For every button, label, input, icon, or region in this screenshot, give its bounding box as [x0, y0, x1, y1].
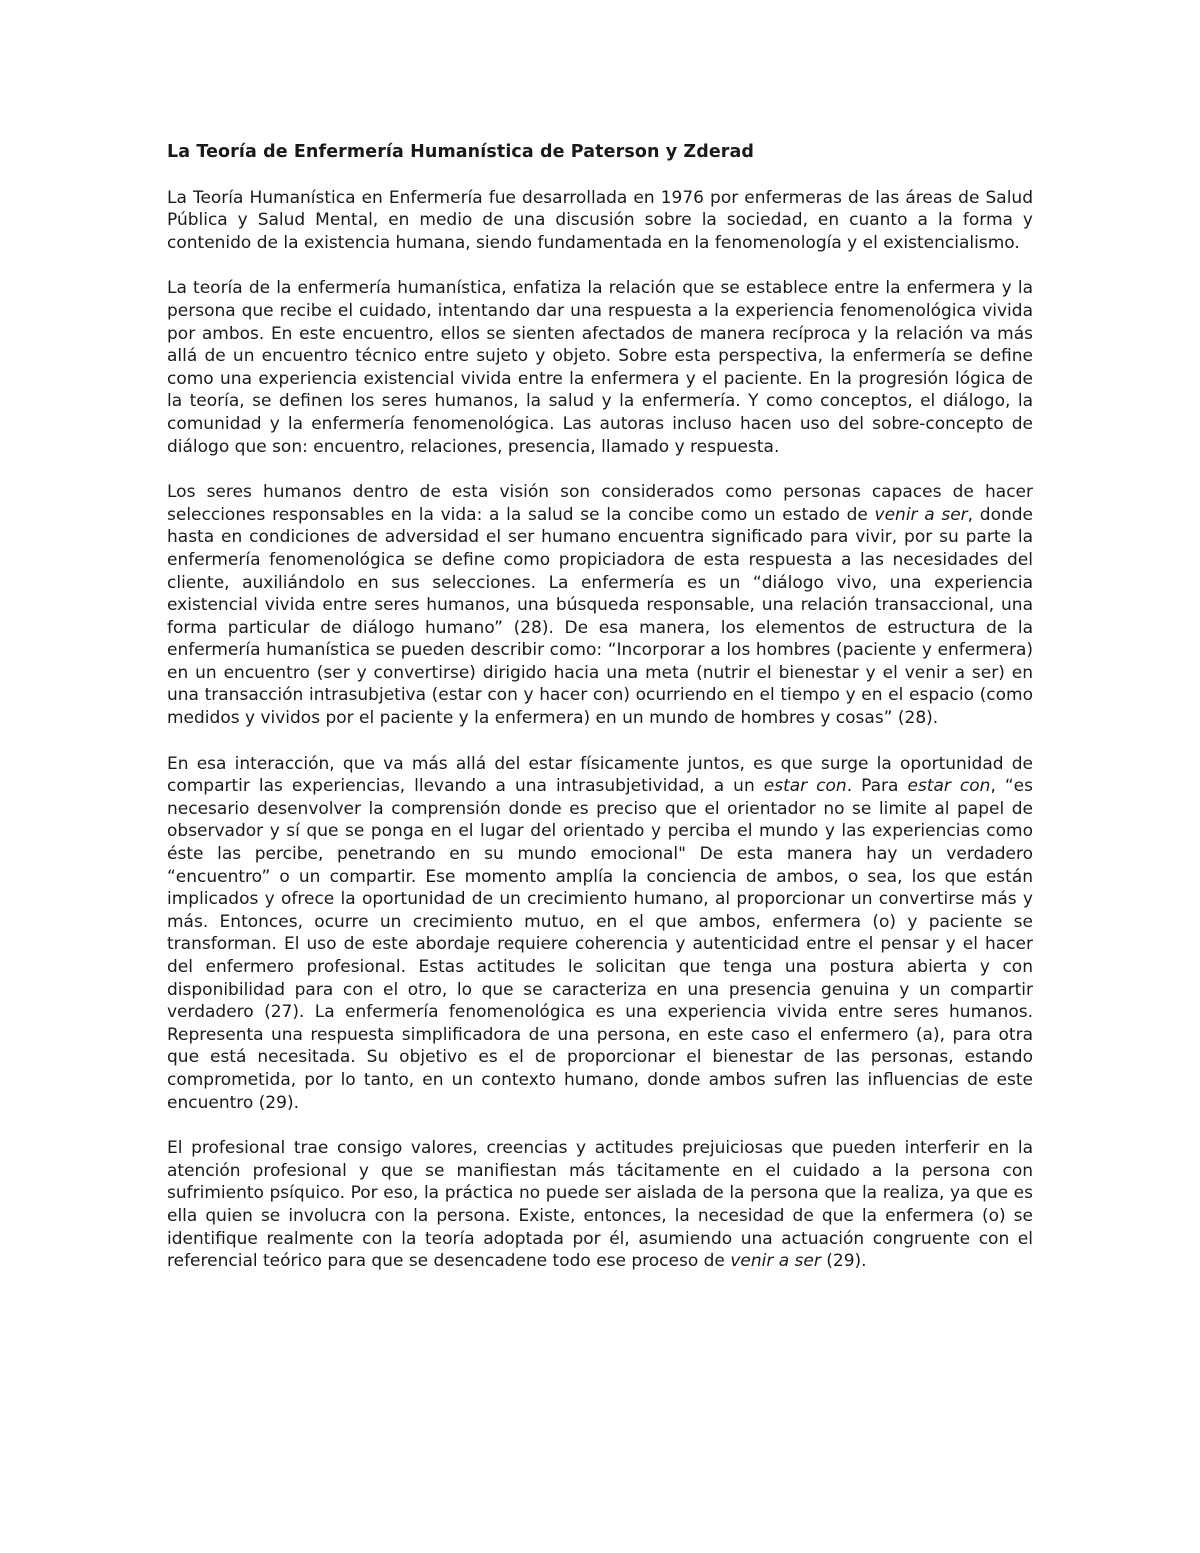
- paragraph-5-emphasis: venir a ser: [730, 1251, 821, 1272]
- paragraph-4-emphasis-2: estar con: [907, 776, 991, 797]
- paragraph-1: La Teoría Humanística en Enfermería fue desarrollada en 1976 por enfermeras de las áreas de Salud Pública y Salud Mental, en medio de una discusión sobre la sociedad, en cuanto a la forma y contenido de la existencia humana, siendo fundamentada en la fenomenología y el existencialismo.: [167, 187, 1033, 253]
- paragraph-4-text-b: . Para: [846, 776, 908, 797]
- paragraph-2: La teoría de la enfermería humanística, enfatiza la relación que se establece entre la enfermera y la persona que recibe el cuidado, intentando dar una respuesta a la experiencia fenomenológica vivida por ambos. En este encuentro, ellos se sienten afectados de manera recíproca y la relación va más allá de un encuentro técnico entre sujeto y objeto. Sobre esta perspectiva, la enfermería se define como una experiencia existencial vivida entre la enfermera y el paciente. En la progresión lógica de la teoría, se definen los seres humanos, la salud y la enfermería. Y como conceptos, el diálogo, la comunidad y la enfermería fenomenológica. Las autoras incluso hacen uso del sobre-concepto de diálogo que son: encuentro, relaciones, presencia, llamado y respuesta.: [167, 278, 1033, 457]
- paragraph-3-emphasis: venir a ser: [874, 504, 968, 525]
- paragraph-3: [167, 481, 1033, 730]
- paragraph-5: [167, 1137, 1033, 1273]
- paragraph-3-text-b: , donde hasta en condiciones de adversidad el ser humano encuentra significado para vivir, por su parte la enfermería fenomenológica se define como propiciadora de esta respuesta a las necesidades del cliente, auxiliándolo en sus selecciones. La enfermería es un “diálogo vivo, una experiencia existencial vivida entre seres humanos, una búsqueda responsable, una relación transaccional, una forma particular de diálogo humano” (28). De esa manera, los elementos de estructura de la enfermería humanística se pueden describir como: “Incorporar a los hombres (paciente y enfermera) en un encuentro (ser y convertirse) dirigido hacia una meta (nutrir el bienestar y el venir a ser) en una transacción intrasubjetiva (estar con y hacer con) ocurriendo en el tiempo y en el espacio (como medidos y vividos por el paciente y la enfermera) en un mundo de hombres y cosas” (28).: [167, 504, 1033, 729]
- paragraph-3-text-a: Los seres humanos dentro de esta visión son considerados como personas capaces de hacer selecciones responsables en la vida: a la salud se la concibe como un estado de: [167, 482, 1033, 525]
- document-title: La Teoría de Enfermería Humanística de Paterson y Zderad: [167, 142, 755, 162]
- paragraph-4-text-c: , “es necesario desenvolver la comprensión donde es preciso que el orientador no se limite al papel de observador y sí que se ponga en el lugar del orientado y perciba el mundo y las experiencias como éste las percibe, penetrando en su mundo emocional" De esta manera hay un verdadero “encuentro” o un compartir. Ese momento amplía la conciencia de ambos, o sea, los que están implicados y ofrece la oportunidad de un crecimiento humano, al proporcionar un convertirse más y más. Entonces, ocurre un crecimiento mutuo, en el que ambos, enfermera (o) y paciente se transforman. El uso de este abordaje requiere coherencia y autenticidad entre el pensar y el hacer del enfermero profesional. Estas actitudes le solicitan que tenga una postura abierta y con disponibilidad para con el otro, lo que se caracteriza en una presencia genuina y un compartir verdadero (27). La enfermería fenomenológica es una experiencia vivida entre seres humanos. Representa una respuesta simplificadora de una persona, en este caso el enfermero (a), para otra que está necesitada. Su objetivo es el de proporcionar el bienestar de las personas, estando comprometida, por lo tanto, en un contexto humano, donde ambos sufren las influencias de este encuentro (29).: [167, 776, 1033, 1113]
- paragraph-5-text-b: (29).: [820, 1251, 867, 1272]
- document-page: [167, 141, 1033, 1296]
- paragraph-4: [167, 753, 1033, 1115]
- paragraph-4-emphasis-1: estar con: [763, 776, 847, 797]
- paragraph-5-text-a: El profesional trae consigo valores, creencias y actitudes prejuiciosas que pueden interferir en la atención profesional y que se manifiestan más tácitamente en el cuidado a la persona con sufrimiento psíquico. Por eso, la práctica no puede ser aislada de la persona que la realiza, ya que es ella quien se involucra con la persona. Existe, entonces, la necesidad de que la enfermera (o) se identifique realmente con la teoría adoptada por él, asumiendo una actuación congruente con el referencial teórico para que se desencadene todo ese proceso de: [167, 1138, 1033, 1272]
- paragraph-4-text-a: En esa interacción, que va más allá del estar físicamente juntos, es que surge la oportunidad de compartir las experiencias, llevando a una intrasubjetividad, a un: [167, 753, 1033, 797]
